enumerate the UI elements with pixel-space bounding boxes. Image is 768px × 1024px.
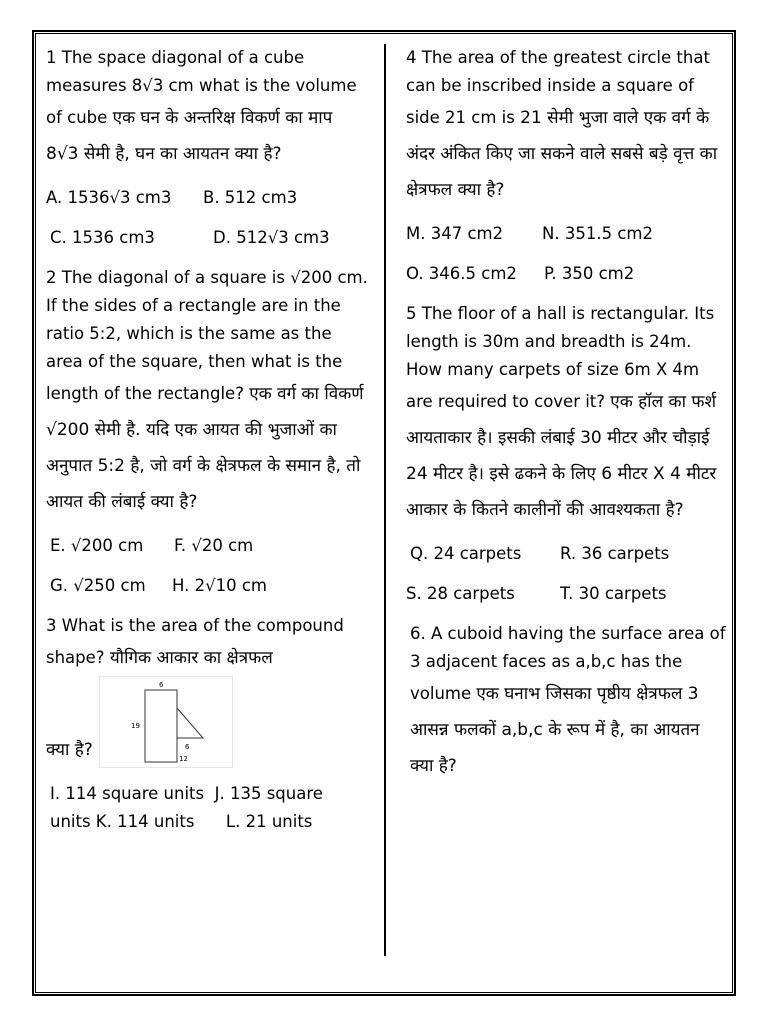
- option-s: S. 28 carpets: [406, 584, 515, 603]
- option-g: G. √250 cm: [50, 576, 146, 595]
- question-1-hindi: एक घन के अन्तरिक्ष विकर्ण का माप 8√3 सेमी है, घन का आयतन क्या है?: [46, 108, 333, 164]
- compound-shape-figure: [99, 676, 233, 768]
- question-5-english: 5 The floor of a hall is rectangular. Its length is 30m and breadth is 24m. How many carpets of size 6m X 4m are required to cover it?: [406, 304, 715, 411]
- question-4-options-row-2: [406, 260, 728, 288]
- question-3-figure-row: [46, 676, 368, 768]
- option-m: M. 347 cm2: [406, 224, 504, 243]
- option-a: A. 1536√3 cm3: [46, 188, 172, 207]
- question-4-english: 4 The area of the greatest circle that can be inscribed inside a square of side 21 cm is: [406, 48, 710, 127]
- left-column: [46, 44, 368, 848]
- option-t: T. 30 carpets: [560, 584, 667, 603]
- question-4-hindi: 21 सेमी भुजा वाले एक वर्ग के अंदर अंकित किए जा सकने वाले सबसे बड़े वृत्त का क्षेत्रफल क्या है?: [406, 108, 718, 200]
- question-1-options-row-2: [46, 224, 368, 252]
- question-3-english: 3 What is the area of the compound shape?: [46, 616, 344, 667]
- question-2-options-row-2: [46, 572, 368, 600]
- option-e: E. √200 cm: [50, 536, 144, 555]
- figure-label-top: 6: [158, 681, 164, 689]
- question-4: [406, 44, 728, 208]
- question-1-options-row-1: [46, 184, 368, 212]
- figure-label-right: 6: [184, 743, 190, 751]
- question-3-hindi-part-2: क्या है?: [46, 740, 93, 760]
- option-d: D. 512√3 cm3: [213, 228, 330, 247]
- right-column: [406, 44, 728, 796]
- option-p: P. 350 cm2: [544, 264, 635, 283]
- option-q: Q. 24 carpets: [410, 544, 522, 563]
- question-2: [46, 264, 368, 520]
- question-5-hindi: एक हॉल का फर्श आयताकार है। इसकी लंबाई 30 मीटर और चौड़ाई 24 मीटर है। इसे ढकने के लिए 6 मीटर X 4 मीटर आकार के कितने कालीनों की आवश्यकता है?: [406, 392, 717, 520]
- question-1-english: 1 The space diagonal of a cube measures 8√3 cm what is the volume of cube: [46, 48, 357, 127]
- question-6-hindi: एक घनाभ जिसका पृष्ठीय क्षेत्रफल 3 आसन्न फलकों a,b,c के रूप में है, का आयतन क्या है?: [410, 684, 700, 776]
- question-2-options-row-1: [46, 532, 368, 560]
- figure-label-left: 19: [130, 722, 140, 730]
- column-divider: [384, 44, 386, 956]
- question-4-options-row-1: [406, 220, 728, 248]
- option-b: B. 512 cm3: [203, 188, 298, 207]
- question-1: [46, 44, 368, 172]
- option-o: O. 346.5 cm2: [406, 264, 517, 283]
- question-2-english: 2 The diagonal of a square is √200 cm. If the sides of a rectangle are in the ratio 5:2, which is the same as the area of the square, then what is the length of the rectangle?: [46, 268, 368, 403]
- option-r: R. 36 carpets: [560, 544, 670, 563]
- option-f: F. √20 cm: [174, 536, 254, 555]
- question-5-options-row-1: [406, 540, 728, 568]
- question-6: [406, 620, 728, 784]
- question-2-hindi: एक वर्ग का विकर्ण √200 सेमी है. यदि एक आयत की भुजाओं का अनुपात 5:2 है, जो वर्ग के क्षेत्रफल के समान है, तो आयत की लंबाई क्या है?: [46, 384, 364, 512]
- option-c: C. 1536 cm3: [50, 228, 155, 247]
- question-3: [46, 612, 368, 768]
- option-n: N. 351.5 cm2: [542, 224, 653, 243]
- question-3-options: I. 114 square units J. 135 square units K. 114 units L. 21 units: [50, 784, 329, 831]
- question-5: [406, 300, 728, 528]
- question-6-english: 6. A cuboid having the surface area of 3 adjacent faces as a,b,c has the volume: [410, 624, 726, 703]
- figure-label-bottom: 12: [178, 755, 188, 763]
- question-3-hindi-part-1: यौगिक आकार का क्षेत्रफल: [109, 648, 273, 668]
- question-5-options-row-2: [406, 580, 728, 608]
- option-h: H. 2√10 cm: [172, 576, 268, 595]
